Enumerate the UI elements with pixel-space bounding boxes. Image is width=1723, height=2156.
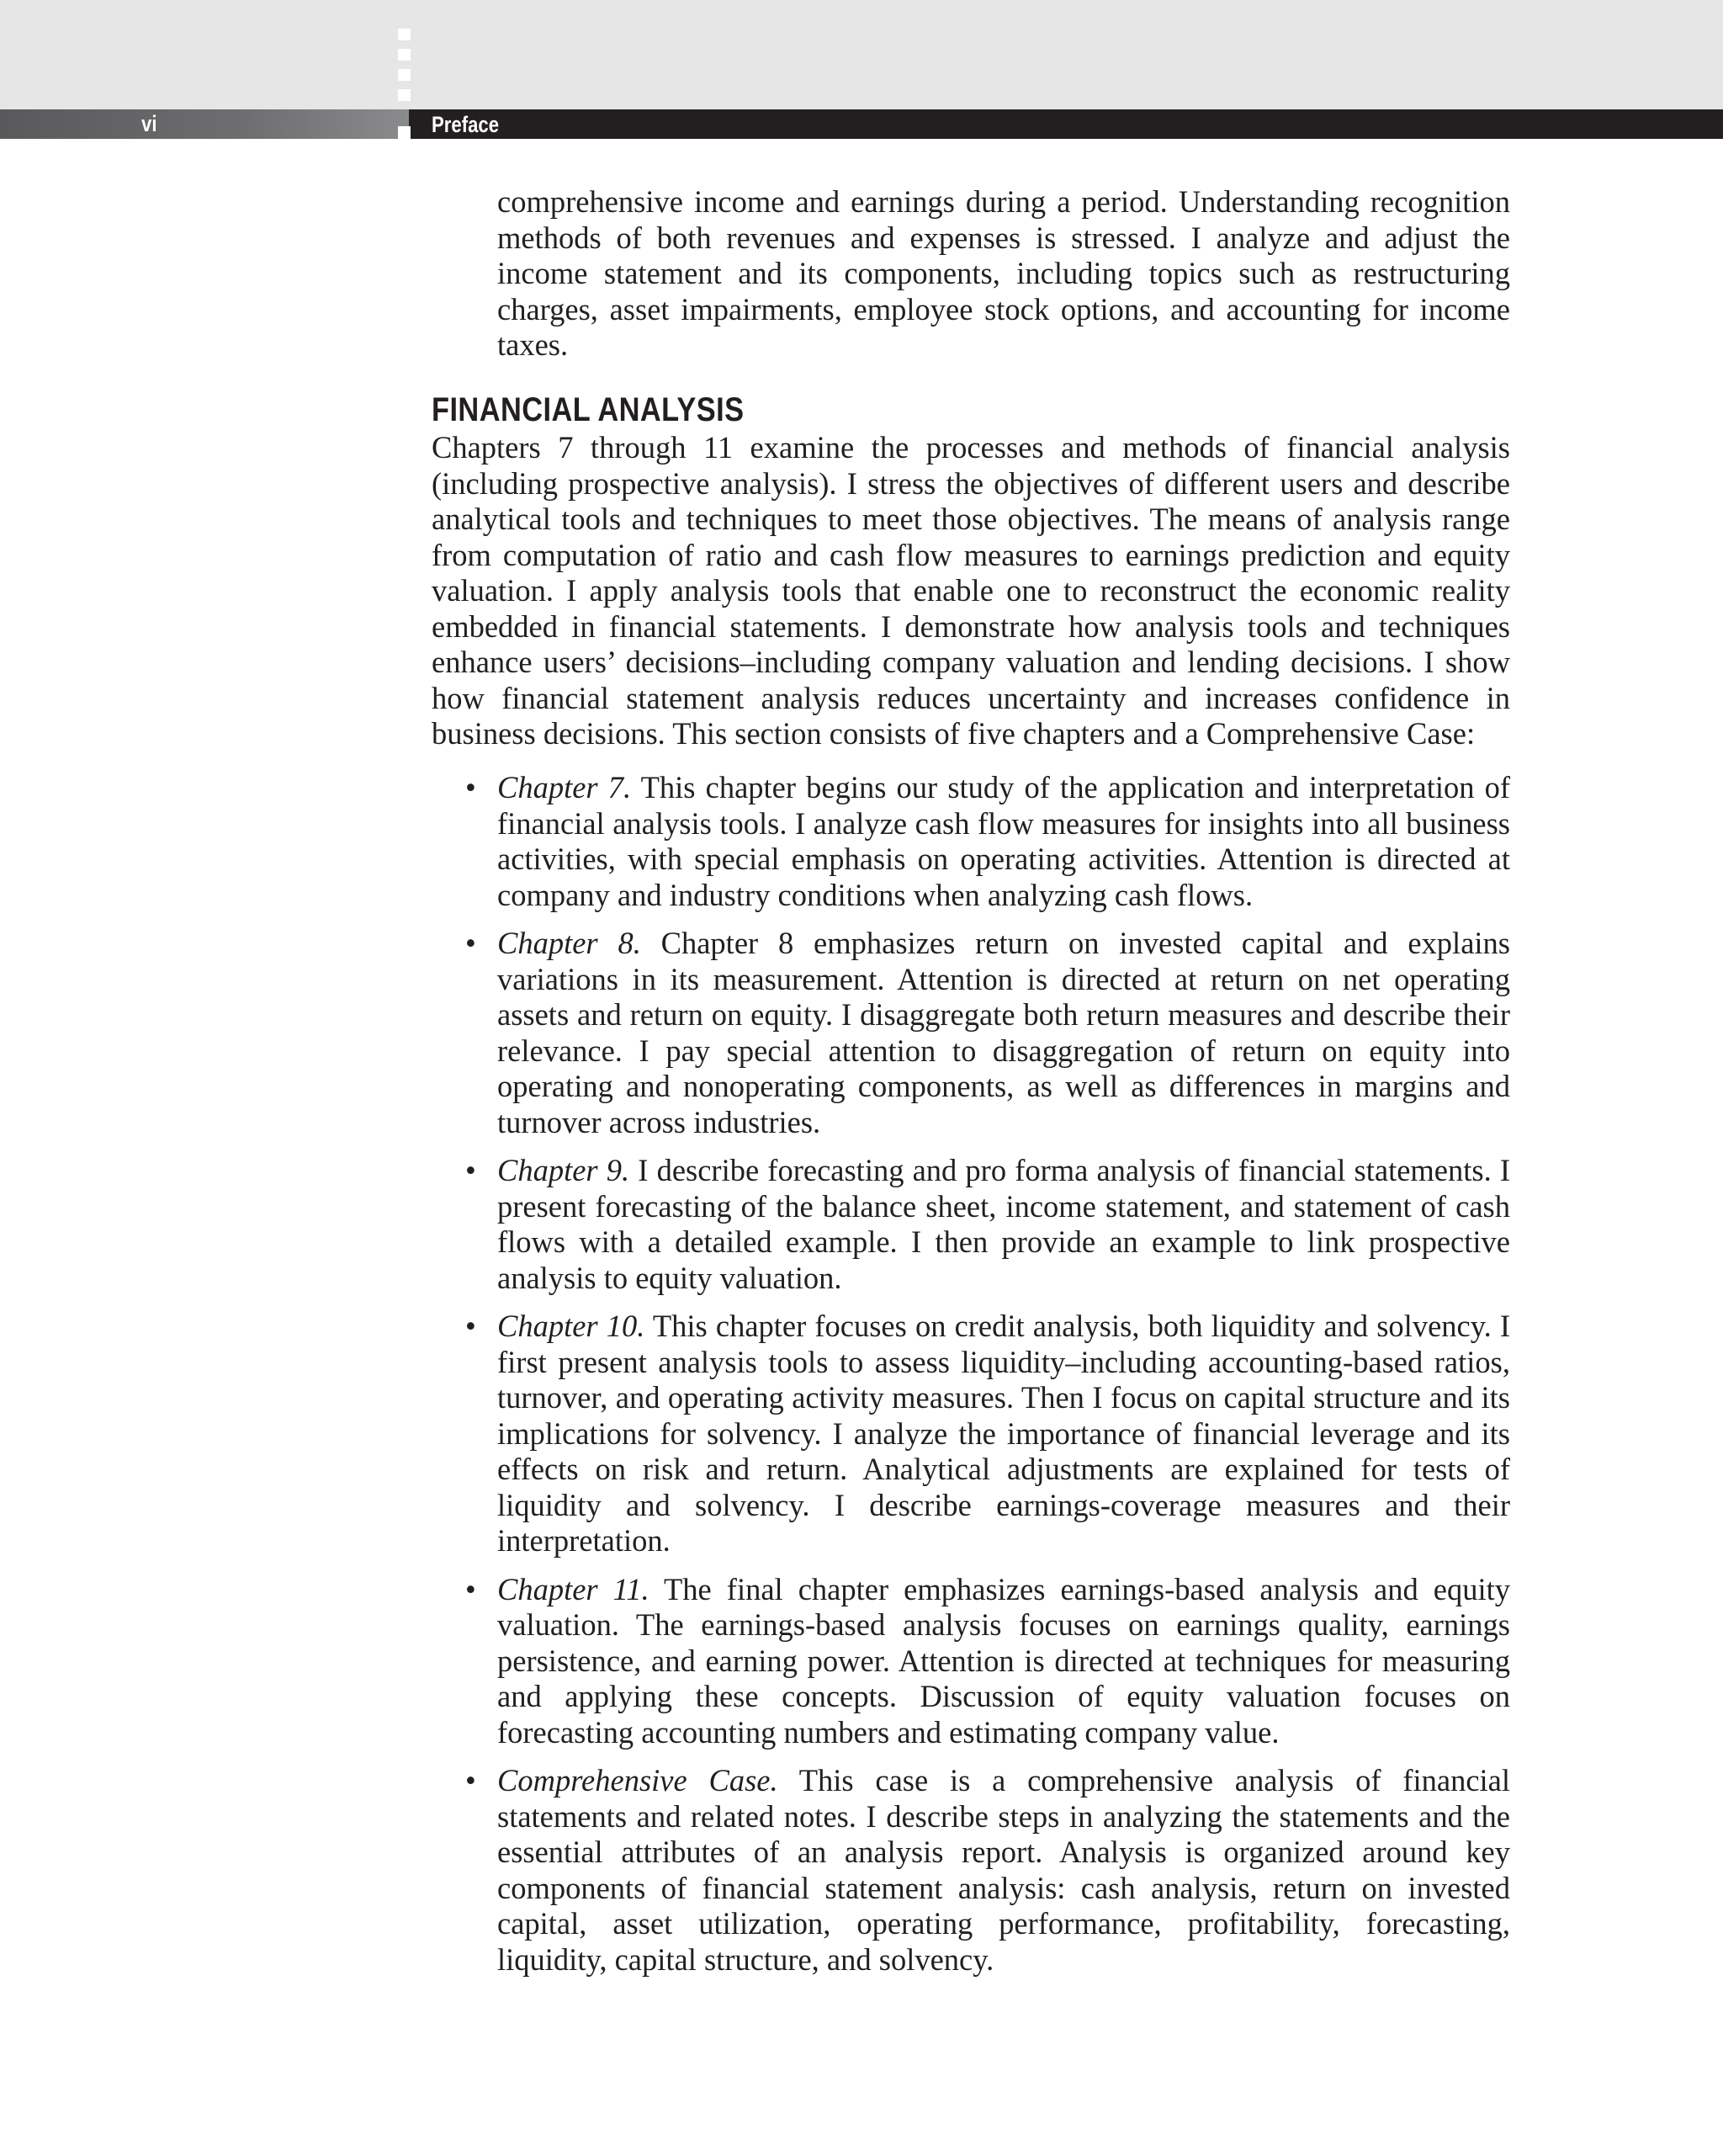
list-item-chapter-11 <box>432 1572 1510 1751</box>
chapter-description: Chapter 8 emphasizes return on invested capital and explains variations in its measurement. Attention is directed at return on net operating assets and return on equity. I disaggregate both return measures and describe their relevance. I pay special attention to disaggregation of return on equity into operating and nonoperating components, as well as differences in margins and turnover across industries. <box>497 926 1510 1139</box>
chapter-name: Chapter 10. <box>497 1309 645 1343</box>
page-number: vi <box>141 111 157 136</box>
chapter-description: The final chapter emphasizes earnings-based analysis and equity valuation. The earnings-based analysis focuses on earnings quality, earnings persistence, and earning power. Attention is directed at techniques for measuring and applying these concepts. Discussion of equity valuation focuses on forecasting accounting numbers and estimating company value. <box>497 1571 1510 1750</box>
list-item-comprehensive-case <box>432 1763 1510 1978</box>
chapter-description: This chapter begins our study of the application and interpretation of financial analysis tools. I analyze cash flow measures for insights into all business activities, with special emphasis on operating activities. Attention is directed at company and industry conditions when analyzing cash flows. <box>497 770 1510 912</box>
chapter-name: Chapter 11. <box>497 1571 649 1606</box>
chapter-description: This chapter focuses on credit analysis, both liquidity and solvency. I first present analysis tools to assess liquidity–including accounting-based ratios, turnover, and operating activity measures. Then I focus on capital structure and its implications for solvency. I analyze the importance of financial leverage and its effects on risk and return. Analytical adjustments are explained for tests of liquidity and solvency. I describe earnings-coverage measures and their interpretation. <box>497 1309 1510 1558</box>
running-head: Preface <box>432 112 500 137</box>
bullet-icon: • <box>465 1763 476 1798</box>
top-band <box>0 0 1723 109</box>
chapter-description: I describe forecasting and pro forma analysis of financial statements. I present forecasting of the balance sheet, income statement, and statement of cash flows with a detailed example. I then provide an example to link prospective analysis to equity valuation. <box>497 1153 1511 1295</box>
chapter-name: Chapter 7. <box>497 770 632 805</box>
list-item-chapter-10 <box>432 1309 1510 1559</box>
bullet-icon: • <box>465 926 476 960</box>
header-square <box>398 126 411 139</box>
list-item-chapter-8 <box>432 926 1510 1140</box>
chapter-name: Comprehensive Case. <box>497 1763 778 1798</box>
list-item-chapter-9 <box>432 1153 1510 1296</box>
list-item-chapter-7 <box>432 770 1510 913</box>
section-heading: FINANCIAL ANALYSIS <box>432 391 745 428</box>
chapter-description: This case is a comprehensive analysis of financial statements and related notes. I describe steps in analyzing the statements and the essential attributes of an analysis report. Analysis is organized around key components of financial statement analysis: cash analysis, return on invested capital, asset utilization, operating performance, profitability, forecasting, liquidity, capital structure, and solvency. <box>497 1763 1511 1977</box>
bullet-icon: • <box>465 770 476 805</box>
header-bar-left <box>0 109 409 139</box>
bullet-icon: • <box>465 1571 476 1606</box>
continuation-paragraph: comprehensive income and earnings during a period. Understanding recognition methods of both revenues and expenses is stressed. I analyze and adjust the income statement and its components, including topics such as restructuring charges, asset impairments, employee stock options, and accounting for income taxes. <box>497 184 1510 362</box>
chapter-list <box>432 770 1510 1990</box>
bullet-icon: • <box>465 1309 476 1343</box>
running-header <box>0 109 1723 139</box>
header-bar-right <box>409 109 1723 139</box>
section-intro: Chapters 7 through 11 examine the processes and methods of financial analysis (including prospective analysis). I stress the objectives of different users and describe analytical tools and techniques to meet those objectives. The means of analysis range from computation of ratio and cash flow measures to earnings prediction and equity valuation. I apply analysis tools that enable one to reconstruct the economic reality embedded in financial statements. I demonstrate how analysis tools and techniques enhance users’ decisions–including company valuation and lending decisions. I show how financial statement analysis reduces uncertainty and increases confidence in business decisions. This section consists of five chapters and a Comprehensive Case: <box>432 430 1510 751</box>
chapter-name: Chapter 9. <box>497 1153 630 1187</box>
bullet-icon: • <box>465 1153 476 1187</box>
chapter-name: Chapter 8. <box>497 926 641 960</box>
